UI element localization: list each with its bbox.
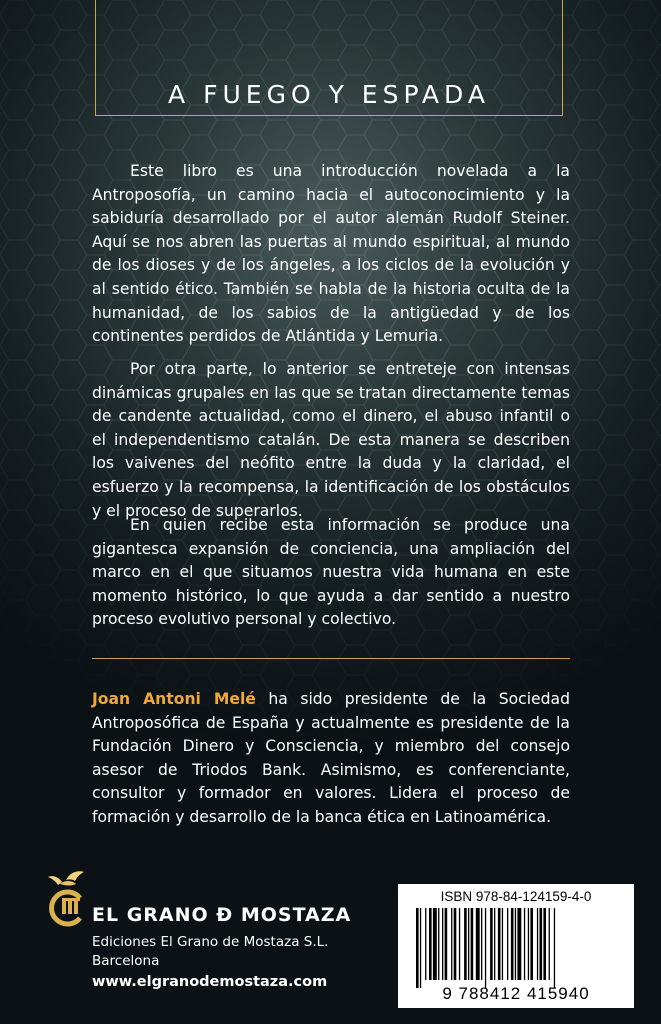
synopsis-paragraph-3 [92, 514, 570, 632]
barcode-bar [528, 908, 529, 980]
barcode-bar [554, 908, 555, 988]
barcode-bar [476, 908, 480, 980]
barcode-bar [498, 908, 501, 980]
barcode-digits: 9 788412 415940 [442, 984, 590, 1003]
barcode-bar [543, 908, 546, 980]
author-bio-paragraph [92, 688, 570, 830]
barcode-bar [490, 908, 493, 980]
publisher-city: Barcelona [92, 953, 160, 969]
synopsis-text-3: En quien recibe esta información se produce una gigantesca expansión de conciencia, una ampliación del marco en el que situamos nuestra vida humana en este momento histórico, lo que ayuda a dar sentido a nuestro proceso evolutivo personal y colectivo. [92, 516, 570, 629]
publisher-logo-icon [44, 868, 92, 928]
publisher-url[interactable]: www.elgranodemostaza.com [92, 974, 328, 990]
barcode-bar [454, 908, 457, 980]
synopsis-text-1: Este libro es una introducción novelada a la Antroposofía, un camino hacia el autoconocimiento y la sabiduría desarrollado por el autor alemán Rudolf Steiner. Aquí se nos abren las puertas al mundo espiritual, al mundo de los dioses y de los ángeles, a los ciclos de la evolución y al sentido ético. También se habla de la historia oculta de la humanidad, de los sabios de la antigüedad y de los continentes perdidos de Atlántida y Lemuria. [92, 162, 570, 346]
barcode-bar [507, 908, 508, 980]
publisher-company: Ediciones El Grano de Mostaza S.L. [92, 934, 329, 950]
book-title: A FUEGO Y ESPADA [168, 80, 490, 109]
synopsis-text-2: Por otra parte, lo anterior se entreteje con intensas dinámicas grupales en las que se tratan directamente temas de candente actualidad, como el dinero, el abuso infantil o el independentismo catalán. De esta manera se describen los vaivenes del neófito entre la duda y la claridad, el esfuerzo y la recompensa, la identificación de los obstáculos y el proceso de superarlos. [92, 360, 570, 520]
barcode-bar [468, 908, 469, 980]
barcode-bar [459, 908, 460, 980]
barcode-bar [540, 908, 543, 980]
barcode-bar [429, 908, 432, 980]
publisher-name: EL GRANO Ð MOSTAZA [92, 904, 352, 926]
barcode-bar [524, 908, 525, 980]
barcode-bar [451, 908, 452, 980]
barcode-bar [425, 908, 426, 980]
barcode-bar [517, 908, 521, 980]
barcode-bar [445, 908, 448, 980]
isbn-barcode [398, 884, 634, 1008]
barcode-bar [530, 908, 533, 980]
barcode-bar [515, 908, 516, 980]
barcode-bar [511, 908, 514, 980]
synopsis-paragraph-1 [92, 160, 570, 349]
author-bio-text: ha sido presidente de la Sociedad Antroposófica de España y actualmente es presidente de la Fundación Dinero y Consciencia, y miembro del consejo asesor de Triodos Bank. Asimismo, es conferenciante, consultor y formador en valores. Lidera el proceso de formación y desarrollo de la banca ética en Latinoamérica. [92, 690, 570, 826]
barcode-bar [416, 908, 419, 988]
barcode-bar [420, 908, 421, 988]
author-name: Joan Antoni Melé [92, 690, 256, 708]
barcode-bar [481, 908, 482, 980]
barcode-bar [438, 908, 439, 980]
author-bio [92, 688, 570, 830]
synopsis-paragraph-2 [92, 358, 570, 523]
barcode-bar [442, 908, 443, 980]
barcode-bar [537, 908, 538, 980]
gold-divider [92, 658, 570, 659]
barcode-bar [494, 908, 495, 980]
barcode-bar [464, 908, 467, 980]
isbn-number: ISBN 978-84-124159-4-0 [440, 889, 592, 904]
barcode-bar [502, 908, 503, 980]
barcode-bar [433, 908, 437, 980]
barcode-bar [485, 908, 486, 988]
barcode-bars [408, 908, 624, 988]
barcode-bar [549, 908, 550, 980]
barcode-bar [471, 908, 474, 980]
